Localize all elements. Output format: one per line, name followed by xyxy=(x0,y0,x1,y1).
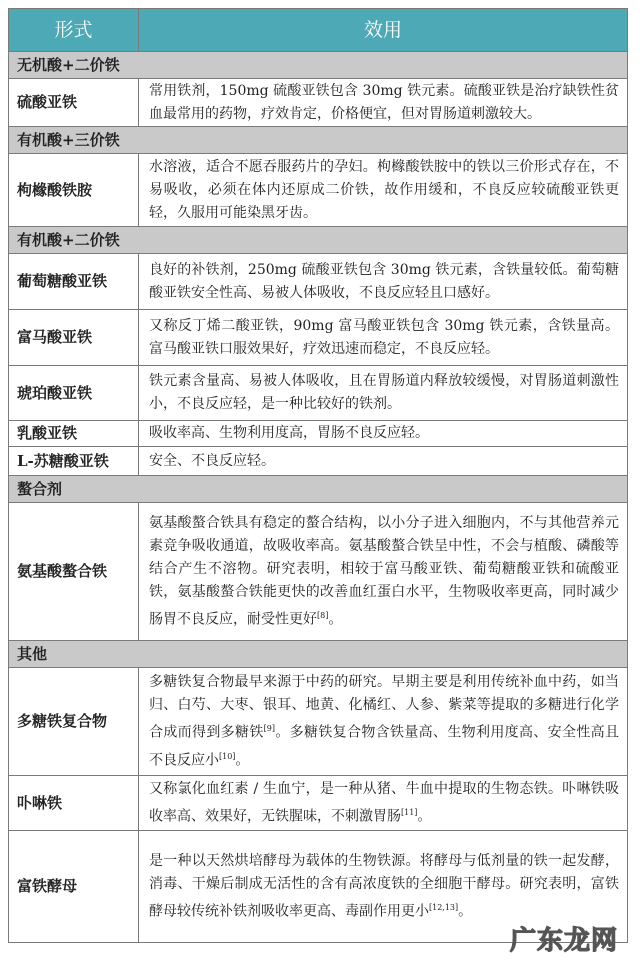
description-text: 又称反丁烯二酸亚铁，90mg 富马酸亚铁包含 30mg 铁元素，含铁量高。富马酸亚铁口服效果好，疗效迅速而稳定，不良反应轻。 xyxy=(149,317,619,357)
description-text: 是一种以天然烘培酵母为载体的生物铁源。将酵母与低剂量的铁一起发酵，消毒、干燥后制成无活性的含有高浓度铁的全细胞干酵母。研究表明，富铁酵母较传统补铁剂吸收率更高、毒副作用更小 xyxy=(149,852,619,920)
table-row xyxy=(9,668,628,776)
form-name: 葡萄糖酸亚铁 xyxy=(9,254,139,310)
header-form: 形式 xyxy=(9,9,139,52)
description-text: 安全、不良反应轻。 xyxy=(149,452,275,469)
section-row xyxy=(9,127,628,154)
section-title: 其他 xyxy=(9,641,628,668)
effect-description xyxy=(139,79,628,127)
section-row xyxy=(9,476,628,503)
effect-description xyxy=(139,668,628,776)
description-text: 良好的补铁剂，250mg 硫酸亚铁包含 30mg 铁元素，含铁量较低。葡萄糖酸亚铁安全性高、易被人体吸收，不良反应轻且口感好。 xyxy=(149,261,619,301)
description-text: 多糖铁复合物最早来源于中药的研究。早期主要是利用传统补血中药，如当归、白芍、大枣、银耳、地黄、化橘红、人参、紫菜等提取的多糖进行化学合成而得到多糖铁 xyxy=(149,673,619,741)
section-row xyxy=(9,52,628,79)
form-name: L-苏糖酸亚铁 xyxy=(9,447,139,476)
header-effect: 效用 xyxy=(139,9,628,52)
description-tail: 。多糖铁复合物含铁量高、生物利用度高、安全性高且不良反应小 xyxy=(149,724,620,769)
description-text: 水溶液，适合不愿吞服药片的孕妇。枸橼酸铁胺中的铁以三价形式存在，不易吸收，必须在体内还原成二价铁，故作用缓和，不良反应较硫酸亚铁更轻，久服用可能染黑牙齿。 xyxy=(149,158,619,221)
table-row xyxy=(9,254,628,310)
section-title: 有机酸+三价铁 xyxy=(9,127,628,154)
table-row xyxy=(9,776,628,831)
table-row xyxy=(9,421,628,447)
form-name: 乳酸亚铁 xyxy=(9,421,139,447)
description-tail: 。 xyxy=(417,808,432,825)
section-title: 无机酸+二价铁 xyxy=(9,52,628,79)
citation: [12,13] xyxy=(429,902,459,912)
table-row xyxy=(9,79,628,127)
description-tail: 。 xyxy=(458,903,473,920)
section-title: 有机酸+二价铁 xyxy=(9,227,628,254)
citation: [9] xyxy=(263,723,276,733)
form-name: 多糖铁复合物 xyxy=(9,668,139,776)
effect-description xyxy=(139,776,628,831)
effect-description xyxy=(139,254,628,310)
table-row xyxy=(9,366,628,421)
description-text: 铁元素含量高、易被人体吸收，且在胃肠道内释放较缓慢，对胃肠道刺激性小，不良反应轻，是一种比较好的铁剂。 xyxy=(149,373,619,412)
citation: [8] xyxy=(317,610,329,620)
form-name: 枸橼酸铁胺 xyxy=(9,154,139,227)
table-row xyxy=(9,310,628,366)
section-row xyxy=(9,641,628,668)
description-tail: 。 xyxy=(328,611,343,628)
description-text: 又称氯化血红素 / 生血宁，是一种从猪、牛血中提取的生物态铁。卟啉铁吸收率高、效果好，无铁腥味，不刺激胃肠 xyxy=(149,780,619,825)
description-text: 氨基酸螯合铁具有稳定的螯合结构，以小分子进入细胞内，不与其他营养元素竞争吸收通道，故吸收率高。氨基酸螯合铁呈中性，不会与植酸、磷酸等结合产生不溶物。研究表明，相较于富马酸亚铁、葡萄糖酸亚铁和硫酸亚铁，氨基酸螯合铁能更快的改善血红蛋白水平，生物吸收率更高，同时减少肠胃不良反应，耐受性更好 xyxy=(149,514,619,628)
description-text: 常用铁剂，150mg 硫酸亚铁包含 30mg 铁元素。硫酸亚铁是治疗缺铁性贫血最常用的药物，疗效肯定，价格便宜，但对胃肠道刺激较大。 xyxy=(149,82,619,122)
watermark-logo: 广东龙网 xyxy=(509,926,618,956)
table-row xyxy=(9,503,628,641)
effect-description xyxy=(139,366,628,421)
effect-description xyxy=(139,447,628,476)
effect-description xyxy=(139,310,628,366)
form-name: 琥珀酸亚铁 xyxy=(9,366,139,421)
description-text: 吸收率高、生物利用度高，胃肠不良反应轻。 xyxy=(149,425,429,441)
form-name: 硫酸亚铁 xyxy=(9,79,139,127)
section-row xyxy=(9,227,628,254)
effect-description xyxy=(139,503,628,641)
table-header xyxy=(9,9,628,52)
citation: [11] xyxy=(401,807,418,817)
description-tail: 。 xyxy=(235,752,250,769)
table-row xyxy=(9,154,628,227)
table-row xyxy=(9,447,628,476)
section-title: 螯合剂 xyxy=(9,476,628,503)
form-name: 卟啉铁 xyxy=(9,776,139,831)
iron-forms-table xyxy=(8,8,628,943)
form-name: 富铁酵母 xyxy=(9,831,139,943)
form-name: 氨基酸螯合铁 xyxy=(9,503,139,641)
citation: [10] xyxy=(219,751,236,761)
effect-description xyxy=(139,421,628,447)
effect-description xyxy=(139,154,628,227)
form-name: 富马酸亚铁 xyxy=(9,310,139,366)
